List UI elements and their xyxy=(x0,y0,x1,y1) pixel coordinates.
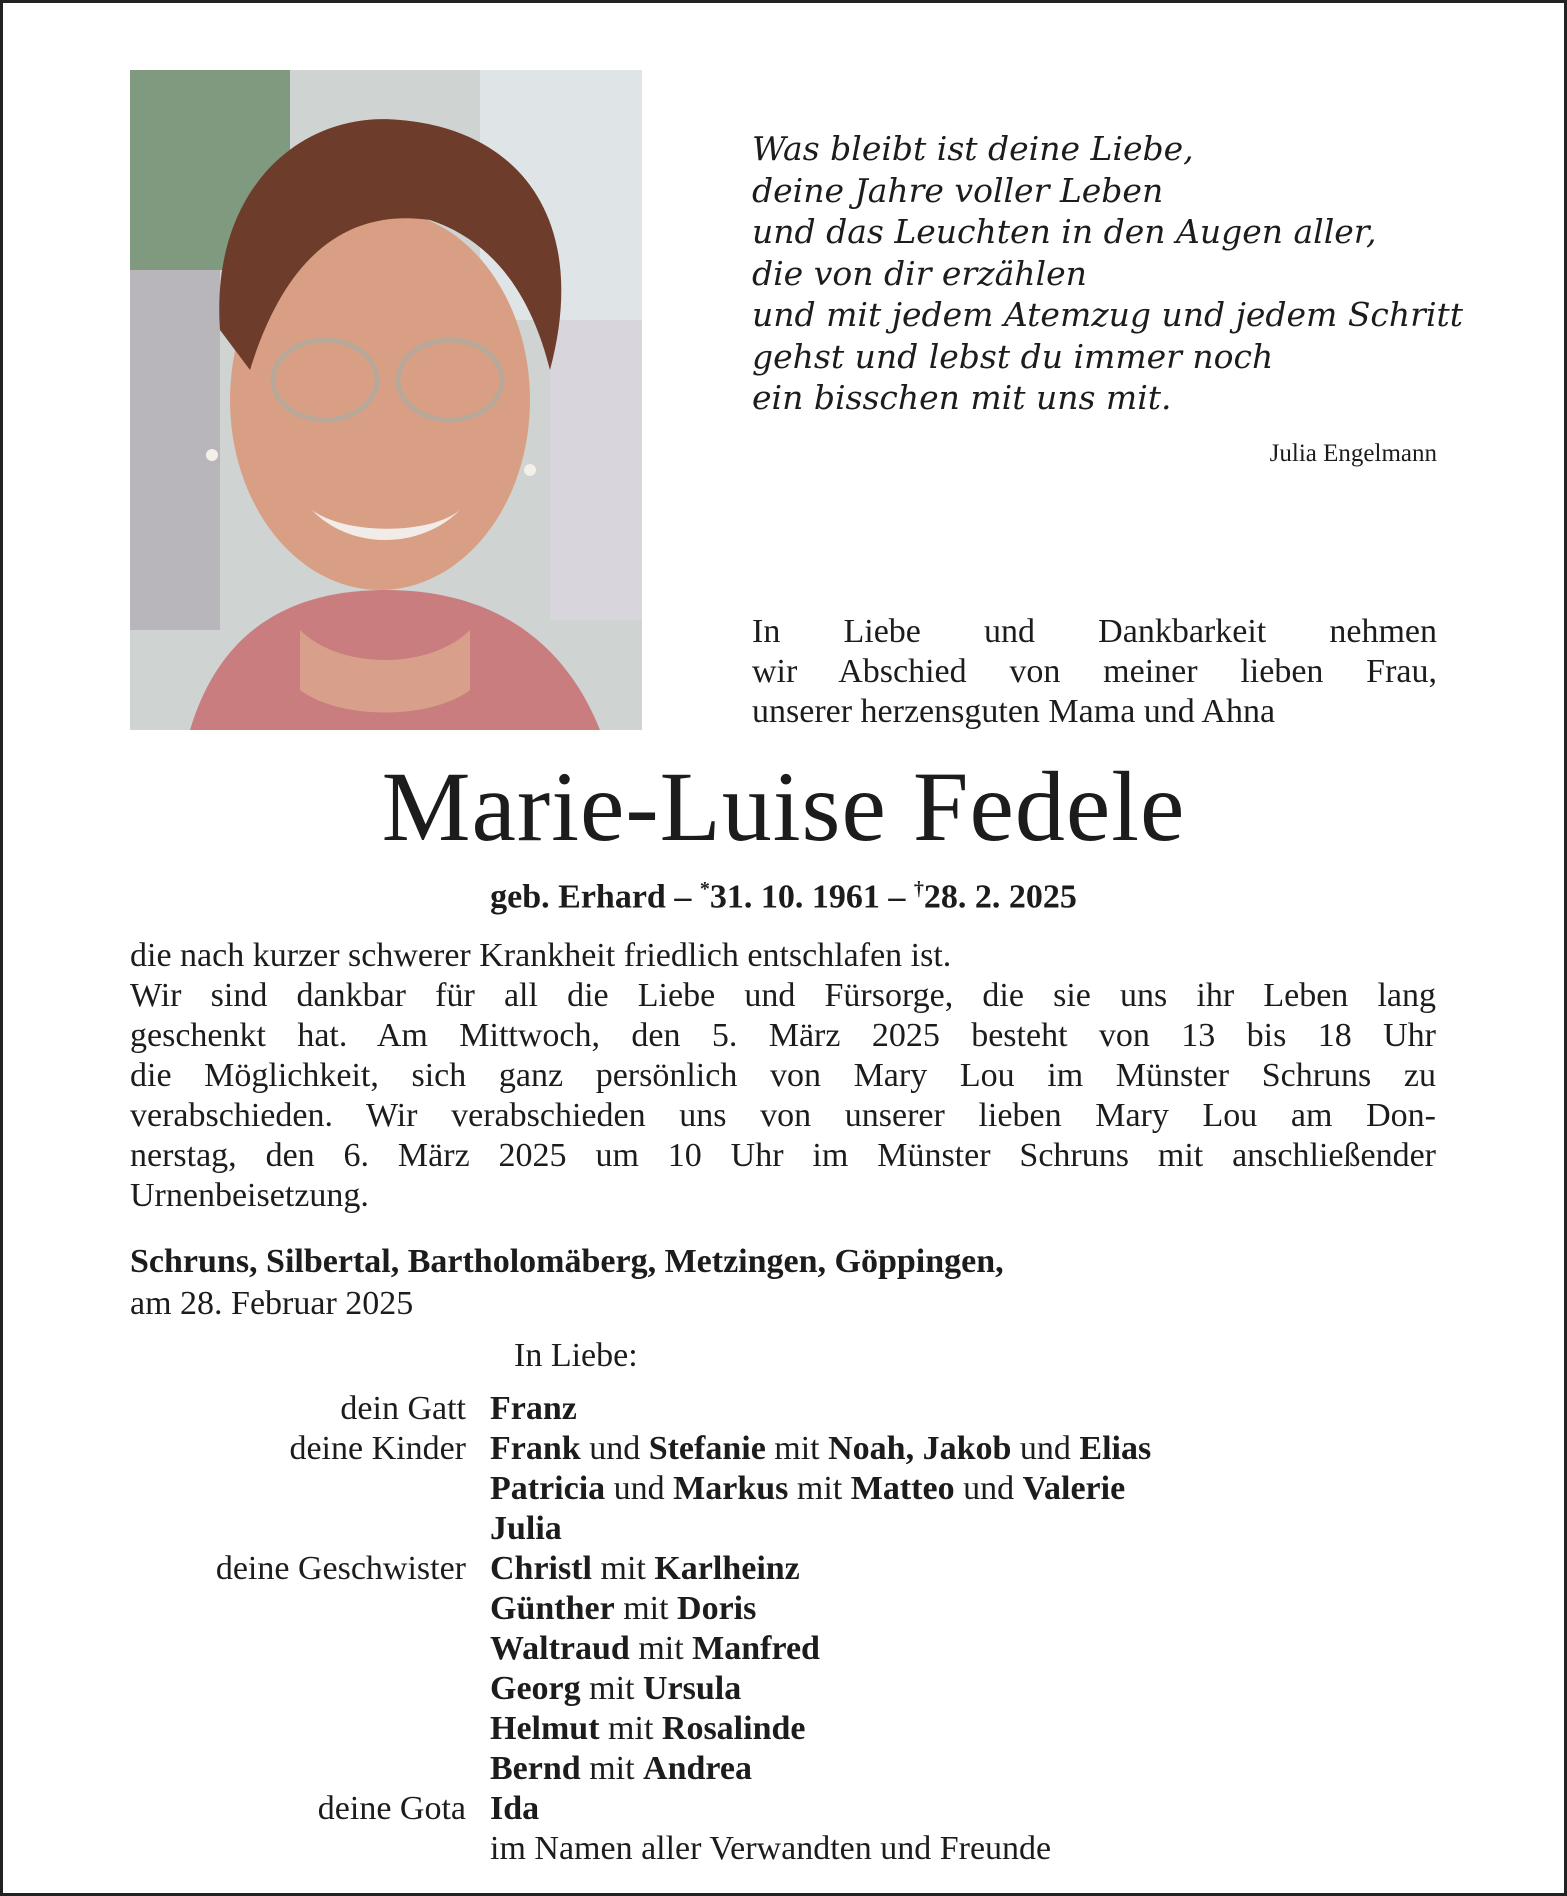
family-relation xyxy=(0,1469,490,1509)
family-member-name: Stefanie xyxy=(648,1430,766,1467)
family-list xyxy=(0,1389,1567,1869)
family-row xyxy=(0,1509,1567,1549)
family-member-name: Frank xyxy=(490,1430,581,1467)
body-line: Wir sind dankbar für all die Liebe und Fürsorge, die sie uns ihr Leben lang xyxy=(130,977,1436,1014)
family-connector: mit xyxy=(599,1710,662,1747)
family-names xyxy=(490,1389,577,1429)
family-names xyxy=(490,1549,800,1589)
family-member-name: Manfred xyxy=(692,1630,820,1667)
family-relation xyxy=(0,1589,490,1629)
family-member-name: Ursula xyxy=(642,1670,742,1707)
poem-line: deine Jahre voller Leben xyxy=(752,170,1164,210)
death-date: 28. 2. 2025 xyxy=(923,878,1077,916)
intro-line: unserer herzensguten Mama und Ahna xyxy=(752,693,1276,730)
poem-line: und das Leuchten in den Augen aller, xyxy=(752,212,1377,251)
body-line: Urnenbeisetzung. xyxy=(130,1177,369,1214)
family-names xyxy=(490,1469,1125,1509)
family-member-name: Andrea xyxy=(643,1750,752,1787)
family-member-name: Doris xyxy=(677,1590,757,1627)
family-names xyxy=(490,1709,805,1749)
family-member-name: Georg xyxy=(490,1670,581,1707)
family-member-name: Noah, Jakob xyxy=(828,1430,1012,1467)
portrait-photo xyxy=(130,70,642,730)
family-row xyxy=(0,1429,1567,1469)
family-member-name: Julia xyxy=(490,1510,562,1547)
family-connector: und xyxy=(605,1470,674,1507)
life-dates xyxy=(0,878,1567,916)
family-member-name: Markus xyxy=(673,1470,789,1507)
family-connector: mit xyxy=(580,1750,644,1787)
family-row xyxy=(0,1749,1567,1789)
family-member-name: Christl xyxy=(490,1550,592,1587)
poem-line: und mit jedem Atemzug und jedem Schritt xyxy=(752,295,1464,334)
family-relation xyxy=(0,1509,490,1549)
birth-date: 31. 10. 1961 – xyxy=(709,878,906,916)
family-row xyxy=(0,1829,1567,1869)
family-relation: deine Gota xyxy=(317,1790,466,1827)
family-names xyxy=(490,1749,752,1789)
body-line: die Möglichkeit, sich ganz persönlich von Mary Lou im Münster Schruns zu xyxy=(130,1057,1436,1094)
family-relation xyxy=(0,1709,490,1749)
family-member-name: Ida xyxy=(490,1790,540,1827)
family-connector: mit xyxy=(765,1430,829,1467)
deceased-name: Marie-Luise Fedele xyxy=(381,751,1186,862)
family-member-name: Rosalinde xyxy=(661,1710,806,1747)
family-relation xyxy=(0,1629,490,1669)
body-text xyxy=(130,936,1436,1216)
family-names xyxy=(490,1789,539,1829)
poem-line: Was bleibt ist deine Liebe, xyxy=(752,129,1194,168)
family-row xyxy=(0,1789,1567,1829)
family-member-name: Valerie xyxy=(1022,1470,1126,1507)
family-relation: dein Gatt xyxy=(340,1390,466,1427)
body-line: die nach kurzer schwerer Krankheit friedlich entschlafen ist. xyxy=(130,937,952,974)
family-connector: mit xyxy=(788,1470,851,1507)
family-member-name: Patricia xyxy=(490,1470,606,1507)
poem-line: die von dir erzählen xyxy=(752,253,1087,293)
family-names xyxy=(490,1829,1051,1869)
family-member-name: Franz xyxy=(490,1390,577,1427)
family-member-name: Matteo xyxy=(850,1470,955,1507)
family-row xyxy=(0,1469,1567,1509)
in-liebe-heading: In Liebe: xyxy=(514,1337,638,1374)
family-row xyxy=(0,1669,1567,1709)
family-row xyxy=(0,1589,1567,1629)
family-names xyxy=(490,1629,820,1669)
poem-author: Julia Engelmann xyxy=(1269,440,1437,467)
family-names xyxy=(490,1509,562,1549)
poem-line: gehst und lebst du immer noch xyxy=(752,336,1274,376)
family-connector: mit xyxy=(629,1630,693,1667)
family-row xyxy=(0,1629,1567,1669)
family-row xyxy=(0,1389,1567,1429)
body-line: geschenkt hat. Am Mittwoch, den 5. März 2025 besteht von 13 bis 18 Uhr xyxy=(130,1017,1436,1054)
poem-line: ein bisschen mit uns mit. xyxy=(752,378,1172,417)
place-date: am 28. Februar 2025 xyxy=(130,1285,414,1322)
intro-text xyxy=(752,612,1437,732)
family-connector: mit xyxy=(592,1550,655,1587)
body-line: nerstag, den 6. März 2025 um 10 Uhr im Münster Schruns mit anschließender xyxy=(130,1137,1436,1174)
family-member-name: Helmut xyxy=(490,1710,600,1747)
family-connector: im Namen aller Verwandten und Freunde xyxy=(490,1830,1052,1867)
intro-line: wir Abschied von meiner lieben Frau, xyxy=(752,653,1437,690)
family-connector: und xyxy=(1011,1430,1080,1467)
family-relation: deine Geschwister xyxy=(215,1550,466,1587)
birth-star-icon: * xyxy=(699,878,710,900)
places: Schruns, Silbertal, Bartholomäberg, Metzingen, Göppingen, xyxy=(130,1243,1004,1280)
family-relation xyxy=(0,1829,490,1869)
family-member-name: Elias xyxy=(1079,1430,1152,1467)
family-member-name: Karlheinz xyxy=(654,1550,800,1587)
family-connector: und xyxy=(954,1470,1023,1507)
birth-name: geb. Erhard – xyxy=(490,878,692,916)
family-member-name: Günther xyxy=(490,1590,615,1627)
family-names xyxy=(490,1669,741,1709)
family-member-name: Waltraud xyxy=(490,1630,630,1667)
family-connector: mit xyxy=(614,1590,678,1627)
body-line: verabschieden. Wir verabschieden uns von unserer lieben Mary Lou am Don- xyxy=(130,1097,1436,1134)
family-row xyxy=(0,1549,1567,1589)
family-names xyxy=(490,1429,1151,1469)
family-row xyxy=(0,1709,1567,1749)
family-names xyxy=(490,1589,756,1629)
death-cross-icon: † xyxy=(913,878,924,900)
family-relation xyxy=(0,1669,490,1709)
family-member-name: Bernd xyxy=(490,1750,581,1787)
intro-line: In Liebe und Dankbarkeit nehmen xyxy=(752,613,1437,650)
poem xyxy=(752,128,1464,419)
family-relation: deine Kinder xyxy=(289,1430,466,1467)
family-connector: und xyxy=(580,1430,649,1467)
family-connector: mit xyxy=(580,1670,643,1707)
family-relation xyxy=(0,1749,490,1789)
